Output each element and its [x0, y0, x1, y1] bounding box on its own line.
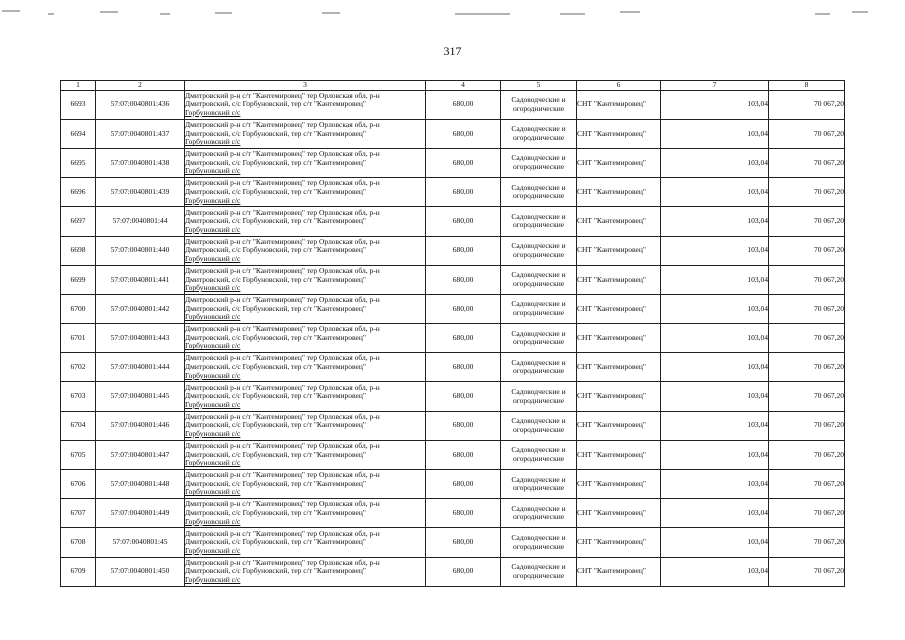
- address-line: Дмитровский, с/с Горбуновский, тер с/т "Кантемировец": [185, 391, 366, 401]
- table-row: [61, 353, 845, 382]
- organization-cell: СНТ "Кантемировец": [577, 470, 661, 499]
- table-row: [61, 178, 845, 207]
- address-cell: [185, 411, 426, 440]
- land-use-line: Садоводческие и: [511, 270, 566, 280]
- cadastral-value-cell: 70 067,20: [769, 90, 845, 119]
- table-row: [61, 382, 845, 411]
- table-row: [61, 119, 845, 148]
- cadastral-number-cell: 57:07:0040801:44: [96, 207, 185, 236]
- address-line: Дмитровский, с/с Горбуновский, тер с/т "Кантемировец": [185, 157, 366, 167]
- land-use-line: огороднические: [512, 191, 565, 201]
- address-cell: [185, 148, 426, 177]
- address-line: Дмитровский, с/с Горбуновский, тер с/т "Кантемировец": [185, 186, 366, 196]
- address-line: Дмитровский, с/с Горбуновский, тер с/т "Кантемировец": [185, 508, 366, 518]
- address-line: Дмитровский р-н с/т "Кантемировец" тер Орловская обл, р-н: [185, 528, 380, 538]
- address-line: Горбуновский с/с: [185, 283, 241, 293]
- address-line: Дмитровский р-н с/т "Кантемировец" тер Орловская обл, р-н: [185, 90, 380, 100]
- table-row: [61, 90, 845, 119]
- address-cell: [185, 382, 426, 411]
- address-line: Дмитровский р-н с/т "Кантемировец" тер Орловская обл, р-н: [185, 149, 380, 159]
- land-use-line: огороднические: [512, 162, 565, 172]
- price-per-unit-cell: 103,04: [661, 324, 769, 353]
- land-use-cell: [501, 178, 577, 207]
- cadastral-value-cell: 70 067,20: [769, 148, 845, 177]
- cadastral-value-cell: 70 067,20: [769, 236, 845, 265]
- address-line: Дмитровский, с/с Горбуновский, тер с/т "Кантемировец": [185, 245, 366, 255]
- table-row: [61, 440, 845, 469]
- address-cell: [185, 353, 426, 382]
- cadastral-value-cell: 70 067,20: [769, 557, 845, 586]
- cadastral-number-cell: 57:07:0040801:437: [96, 119, 185, 148]
- cadastral-value-cell: 70 067,20: [769, 499, 845, 528]
- row-number-cell: 6708: [61, 528, 96, 557]
- address-cell: [185, 557, 426, 586]
- land-use-line: Садоводческие и: [511, 95, 566, 105]
- land-use-line: огороднические: [512, 541, 565, 551]
- land-use-line: Садоводческие и: [511, 532, 566, 542]
- price-per-unit-cell: 103,04: [661, 411, 769, 440]
- area-cell: 680,00: [426, 90, 501, 119]
- address-line: Дмитровский, с/с Горбуновский, тер с/т "Кантемировец": [185, 420, 366, 430]
- address-line: Дмитровский р-н с/т "Кантемировец" тер Орловская обл, р-н: [185, 353, 380, 363]
- price-per-unit-cell: 103,04: [661, 90, 769, 119]
- address-line: Дмитровский, с/с Горбуновский, тер с/т "Кантемировец": [185, 99, 366, 109]
- row-number-cell: 6702: [61, 353, 96, 382]
- row-number-cell: 6706: [61, 470, 96, 499]
- cadastral-value-cell: 70 067,20: [769, 324, 845, 353]
- address-cell: [185, 236, 426, 265]
- organization-cell: СНТ "Кантемировец": [577, 353, 661, 382]
- row-number-cell: 6705: [61, 440, 96, 469]
- address-line: Дмитровский р-н с/т "Кантемировец" тер Орловская обл, р-н: [185, 295, 380, 305]
- price-per-unit-cell: 103,04: [661, 557, 769, 586]
- price-per-unit-cell: 103,04: [661, 265, 769, 294]
- address-cell: [185, 440, 426, 469]
- address-cell: [185, 499, 426, 528]
- scan-noise-marks: [0, 6, 905, 20]
- land-use-line: Садоводческие и: [511, 241, 566, 251]
- table-row: [61, 557, 845, 586]
- land-use-cell: [501, 90, 577, 119]
- cadastral-value-cell: 70 067,20: [769, 470, 845, 499]
- price-per-unit-cell: 103,04: [661, 236, 769, 265]
- address-line: Дмитровский, с/с Горбуновский, тер с/т "Кантемировец": [185, 303, 366, 313]
- organization-cell: СНТ "Кантемировец": [577, 557, 661, 586]
- organization-cell: СНТ "Кантемировец": [577, 324, 661, 353]
- land-use-line: огороднические: [512, 103, 565, 113]
- price-per-unit-cell: 103,04: [661, 178, 769, 207]
- address-line: Дмитровский р-н с/т "Кантемировец" тер Орловская обл, р-н: [185, 324, 380, 334]
- address-cell: [185, 324, 426, 353]
- area-cell: 680,00: [426, 236, 501, 265]
- area-cell: 680,00: [426, 411, 501, 440]
- address-line: Дмитровский р-н с/т "Кантемировец" тер Орловская обл, р-н: [185, 265, 380, 275]
- price-per-unit-cell: 103,04: [661, 382, 769, 411]
- address-line: Дмитровский р-н с/т "Кантемировец" тер Орловская обл, р-н: [185, 499, 380, 509]
- address-line: Дмитровский, с/с Горбуновский, тер с/т "Кантемировец": [185, 216, 366, 226]
- area-cell: 680,00: [426, 207, 501, 236]
- land-use-line: Садоводческие и: [511, 182, 566, 192]
- land-use-line: Садоводческие и: [511, 124, 566, 134]
- land-use-line: огороднические: [512, 278, 565, 288]
- address-line: Дмитровский, с/с Горбуновский, тер с/т "Кантемировец": [185, 449, 366, 459]
- land-use-line: Садоводческие и: [511, 211, 566, 221]
- address-line: Горбуновский с/с: [185, 195, 241, 205]
- row-number-cell: 6707: [61, 499, 96, 528]
- row-number-cell: 6695: [61, 148, 96, 177]
- address-line: Горбуновский с/с: [185, 516, 241, 526]
- row-number-cell: 6704: [61, 411, 96, 440]
- address-line: Дмитровский, с/с Горбуновский, тер с/т "Кантемировец": [185, 274, 366, 284]
- price-per-unit-cell: 103,04: [661, 353, 769, 382]
- price-per-unit-cell: 103,04: [661, 119, 769, 148]
- area-cell: 680,00: [426, 382, 501, 411]
- address-line: Дмитровский р-н с/т "Кантемировец" тер Орловская обл, р-н: [185, 178, 380, 188]
- organization-cell: СНТ "Кантемировец": [577, 148, 661, 177]
- area-cell: 680,00: [426, 557, 501, 586]
- land-use-line: Садоводческие и: [511, 299, 566, 309]
- land-use-cell: [501, 236, 577, 265]
- address-line: Дмитровский, с/с Горбуновский, тер с/т "Кантемировец": [185, 566, 366, 576]
- land-use-line: Садоводческие и: [511, 416, 566, 426]
- table-row: [61, 324, 845, 353]
- land-use-cell: [501, 294, 577, 323]
- cadastral-number-cell: 57:07:0040801:446: [96, 411, 185, 440]
- address-line: Горбуновский с/с: [185, 107, 241, 117]
- organization-cell: СНТ "Кантемировец": [577, 294, 661, 323]
- land-use-line: Садоводческие и: [511, 474, 566, 484]
- area-cell: 680,00: [426, 324, 501, 353]
- cadastral-number-cell: 57:07:0040801:438: [96, 148, 185, 177]
- area-cell: 680,00: [426, 470, 501, 499]
- row-number-cell: 6696: [61, 178, 96, 207]
- price-per-unit-cell: 103,04: [661, 148, 769, 177]
- land-use-line: Садоводческие и: [511, 562, 566, 572]
- address-line: Горбуновский с/с: [185, 370, 241, 380]
- land-use-line: огороднические: [512, 337, 565, 347]
- address-cell: [185, 207, 426, 236]
- table-row: [61, 207, 845, 236]
- cadastral-value-cell: 70 067,20: [769, 382, 845, 411]
- column-header-7: 7: [661, 81, 769, 91]
- address-line: Горбуновский с/с: [185, 487, 241, 497]
- address-line: Горбуновский с/с: [185, 312, 241, 322]
- area-cell: 680,00: [426, 353, 501, 382]
- land-use-line: Садоводческие и: [511, 503, 566, 513]
- address-cell: [185, 90, 426, 119]
- address-line: Горбуновский с/с: [185, 429, 241, 439]
- land-use-cell: [501, 265, 577, 294]
- land-use-line: огороднические: [512, 366, 565, 376]
- table-row: [61, 148, 845, 177]
- column-header-4: 4: [426, 81, 501, 91]
- cadastral-number-cell: 57:07:0040801:450: [96, 557, 185, 586]
- cadastral-value-cell: 70 067,20: [769, 528, 845, 557]
- address-line: Горбуновский с/с: [185, 253, 241, 263]
- row-number-cell: 6694: [61, 119, 96, 148]
- cadastral-value-cell: 70 067,20: [769, 119, 845, 148]
- column-header-5: 5: [501, 81, 577, 91]
- land-use-line: огороднические: [512, 249, 565, 259]
- price-per-unit-cell: 103,04: [661, 528, 769, 557]
- row-number-cell: 6697: [61, 207, 96, 236]
- land-use-cell: [501, 353, 577, 382]
- land-use-line: огороднические: [512, 395, 565, 405]
- cadastral-number-cell: 57:07:0040801:444: [96, 353, 185, 382]
- address-line: Дмитровский р-н с/т "Кантемировец" тер Орловская обл, р-н: [185, 207, 380, 217]
- land-use-cell: [501, 207, 577, 236]
- land-use-cell: [501, 148, 577, 177]
- land-use-line: Садоводческие и: [511, 328, 566, 338]
- area-cell: 680,00: [426, 499, 501, 528]
- row-number-cell: 6709: [61, 557, 96, 586]
- address-line: Горбуновский с/с: [185, 545, 241, 555]
- land-use-cell: [501, 470, 577, 499]
- cadastral-value-cell: 70 067,20: [769, 411, 845, 440]
- area-cell: 680,00: [426, 119, 501, 148]
- row-number-cell: 6699: [61, 265, 96, 294]
- cadastral-number-cell: 57:07:0040801:442: [96, 294, 185, 323]
- cadastral-number-cell: 57:07:0040801:439: [96, 178, 185, 207]
- land-use-line: огороднические: [512, 453, 565, 463]
- organization-cell: СНТ "Кантемировец": [577, 265, 661, 294]
- area-cell: 680,00: [426, 148, 501, 177]
- address-line: Дмитровский р-н с/т "Кантемировец" тер Орловская обл, р-н: [185, 119, 380, 129]
- table-body: [61, 90, 845, 586]
- organization-cell: СНТ "Кантемировец": [577, 528, 661, 557]
- address-line: Горбуновский с/с: [185, 166, 241, 176]
- address-cell: [185, 294, 426, 323]
- area-cell: 680,00: [426, 265, 501, 294]
- table-row: [61, 470, 845, 499]
- land-use-cell: [501, 411, 577, 440]
- area-cell: 680,00: [426, 528, 501, 557]
- address-cell: [185, 265, 426, 294]
- table-row: [61, 411, 845, 440]
- address-line: Дмитровский р-н с/т "Кантемировец" тер Орловская обл, р-н: [185, 236, 380, 246]
- land-use-cell: [501, 324, 577, 353]
- address-line: Дмитровский, с/с Горбуновский, тер с/т "Кантемировец": [185, 332, 366, 342]
- address-line: Дмитровский р-н с/т "Кантемировец" тер Орловская обл, р-н: [185, 557, 380, 567]
- land-plot-table: [60, 80, 845, 587]
- cadastral-number-cell: 57:07:0040801:436: [96, 90, 185, 119]
- row-number-cell: 6698: [61, 236, 96, 265]
- land-use-cell: [501, 528, 577, 557]
- land-use-line: огороднические: [512, 132, 565, 142]
- organization-cell: СНТ "Кантемировец": [577, 382, 661, 411]
- land-use-cell: [501, 499, 577, 528]
- organization-cell: СНТ "Кантемировец": [577, 207, 661, 236]
- address-line: Дмитровский, с/с Горбуновский, тер с/т "Кантемировец": [185, 478, 366, 488]
- cadastral-value-cell: 70 067,20: [769, 440, 845, 469]
- area-cell: 680,00: [426, 294, 501, 323]
- address-cell: [185, 528, 426, 557]
- address-line: Дмитровский, с/с Горбуновский, тер с/т "Кантемировец": [185, 128, 366, 138]
- table-row: [61, 294, 845, 323]
- address-line: Дмитровский р-н с/т "Кантемировец" тер Орловская обл, р-н: [185, 441, 380, 451]
- land-use-cell: [501, 440, 577, 469]
- address-line: Горбуновский с/с: [185, 574, 241, 584]
- cadastral-number-cell: 57:07:0040801:443: [96, 324, 185, 353]
- land-use-line: огороднические: [512, 570, 565, 580]
- address-cell: [185, 119, 426, 148]
- price-per-unit-cell: 103,04: [661, 294, 769, 323]
- cadastral-value-cell: 70 067,20: [769, 178, 845, 207]
- price-per-unit-cell: 103,04: [661, 499, 769, 528]
- cadastral-number-cell: 57:07:0040801:45: [96, 528, 185, 557]
- column-header-8: 8: [769, 81, 845, 91]
- address-line: Дмитровский р-н с/т "Кантемировец" тер Орловская обл, р-н: [185, 382, 380, 392]
- column-header-6: 6: [577, 81, 661, 91]
- address-line: Горбуновский с/с: [185, 341, 241, 351]
- land-use-line: огороднические: [512, 512, 565, 522]
- address-line: Дмитровский р-н с/т "Кантемировец" тер Орловская обл, р-н: [185, 411, 380, 421]
- row-number-cell: 6703: [61, 382, 96, 411]
- organization-cell: СНТ "Кантемировец": [577, 90, 661, 119]
- cadastral-number-cell: 57:07:0040801:448: [96, 470, 185, 499]
- column-header-3: 3: [185, 81, 426, 91]
- address-line: Дмитровский, с/с Горбуновский, тер с/т "Кантемировец": [185, 537, 366, 547]
- cadastral-number-cell: 57:07:0040801:447: [96, 440, 185, 469]
- land-use-cell: [501, 119, 577, 148]
- header-row: [61, 81, 845, 91]
- cadastral-number-cell: 57:07:0040801:445: [96, 382, 185, 411]
- organization-cell: СНТ "Кантемировец": [577, 440, 661, 469]
- cadastral-number-cell: 57:07:0040801:441: [96, 265, 185, 294]
- cadastral-number-cell: 57:07:0040801:449: [96, 499, 185, 528]
- cadastral-value-cell: 70 067,20: [769, 207, 845, 236]
- land-use-line: огороднические: [512, 308, 565, 317]
- address-cell: [185, 178, 426, 207]
- price-per-unit-cell: 103,04: [661, 470, 769, 499]
- cadastral-number-cell: 57:07:0040801:440: [96, 236, 185, 265]
- land-use-line: Садоводческие и: [511, 357, 566, 367]
- price-per-unit-cell: 103,04: [661, 207, 769, 236]
- price-per-unit-cell: 103,04: [661, 440, 769, 469]
- land-use-line: Садоводческие и: [511, 153, 566, 163]
- row-number-cell: 6693: [61, 90, 96, 119]
- cadastral-value-cell: 70 067,20: [769, 353, 845, 382]
- table-row: [61, 528, 845, 557]
- land-use-line: огороднические: [512, 424, 565, 434]
- address-line: Горбуновский с/с: [185, 458, 241, 468]
- table-row: [61, 499, 845, 528]
- land-use-line: Садоводческие и: [511, 386, 566, 396]
- column-header-1: 1: [61, 81, 96, 91]
- address-line: Дмитровский, с/с Горбуновский, тер с/т "Кантемировец": [185, 362, 366, 372]
- address-line: Горбуновский с/с: [185, 137, 241, 147]
- table-row: [61, 236, 845, 265]
- address-line: Дмитровский р-н с/т "Кантемировец" тер Орловская обл, р-н: [185, 470, 380, 480]
- organization-cell: СНТ "Кантемировец": [577, 178, 661, 207]
- organization-cell: СНТ "Кантемировец": [577, 236, 661, 265]
- land-use-line: Садоводческие и: [511, 445, 566, 455]
- land-use-cell: [501, 557, 577, 586]
- land-use-line: огороднические: [512, 483, 565, 493]
- cadastral-value-cell: 70 067,20: [769, 265, 845, 294]
- address-line: Горбуновский с/с: [185, 224, 241, 234]
- row-number-cell: 6700: [61, 294, 96, 323]
- page-number: 317: [443, 44, 462, 58]
- area-cell: 680,00: [426, 178, 501, 207]
- organization-cell: СНТ "Кантемировец": [577, 119, 661, 148]
- cadastral-value-cell: 70 067,20: [769, 294, 845, 323]
- area-cell: 680,00: [426, 440, 501, 469]
- address-cell: [185, 470, 426, 499]
- organization-cell: СНТ "Кантемировец": [577, 499, 661, 528]
- table-row: [61, 265, 845, 294]
- row-number-cell: 6701: [61, 324, 96, 353]
- land-use-cell: [501, 382, 577, 411]
- address-line: Горбуновский с/с: [185, 399, 241, 409]
- column-header-2: 2: [96, 81, 185, 91]
- organization-cell: СНТ "Кантемировец": [577, 411, 661, 440]
- land-use-line: огороднические: [512, 220, 565, 230]
